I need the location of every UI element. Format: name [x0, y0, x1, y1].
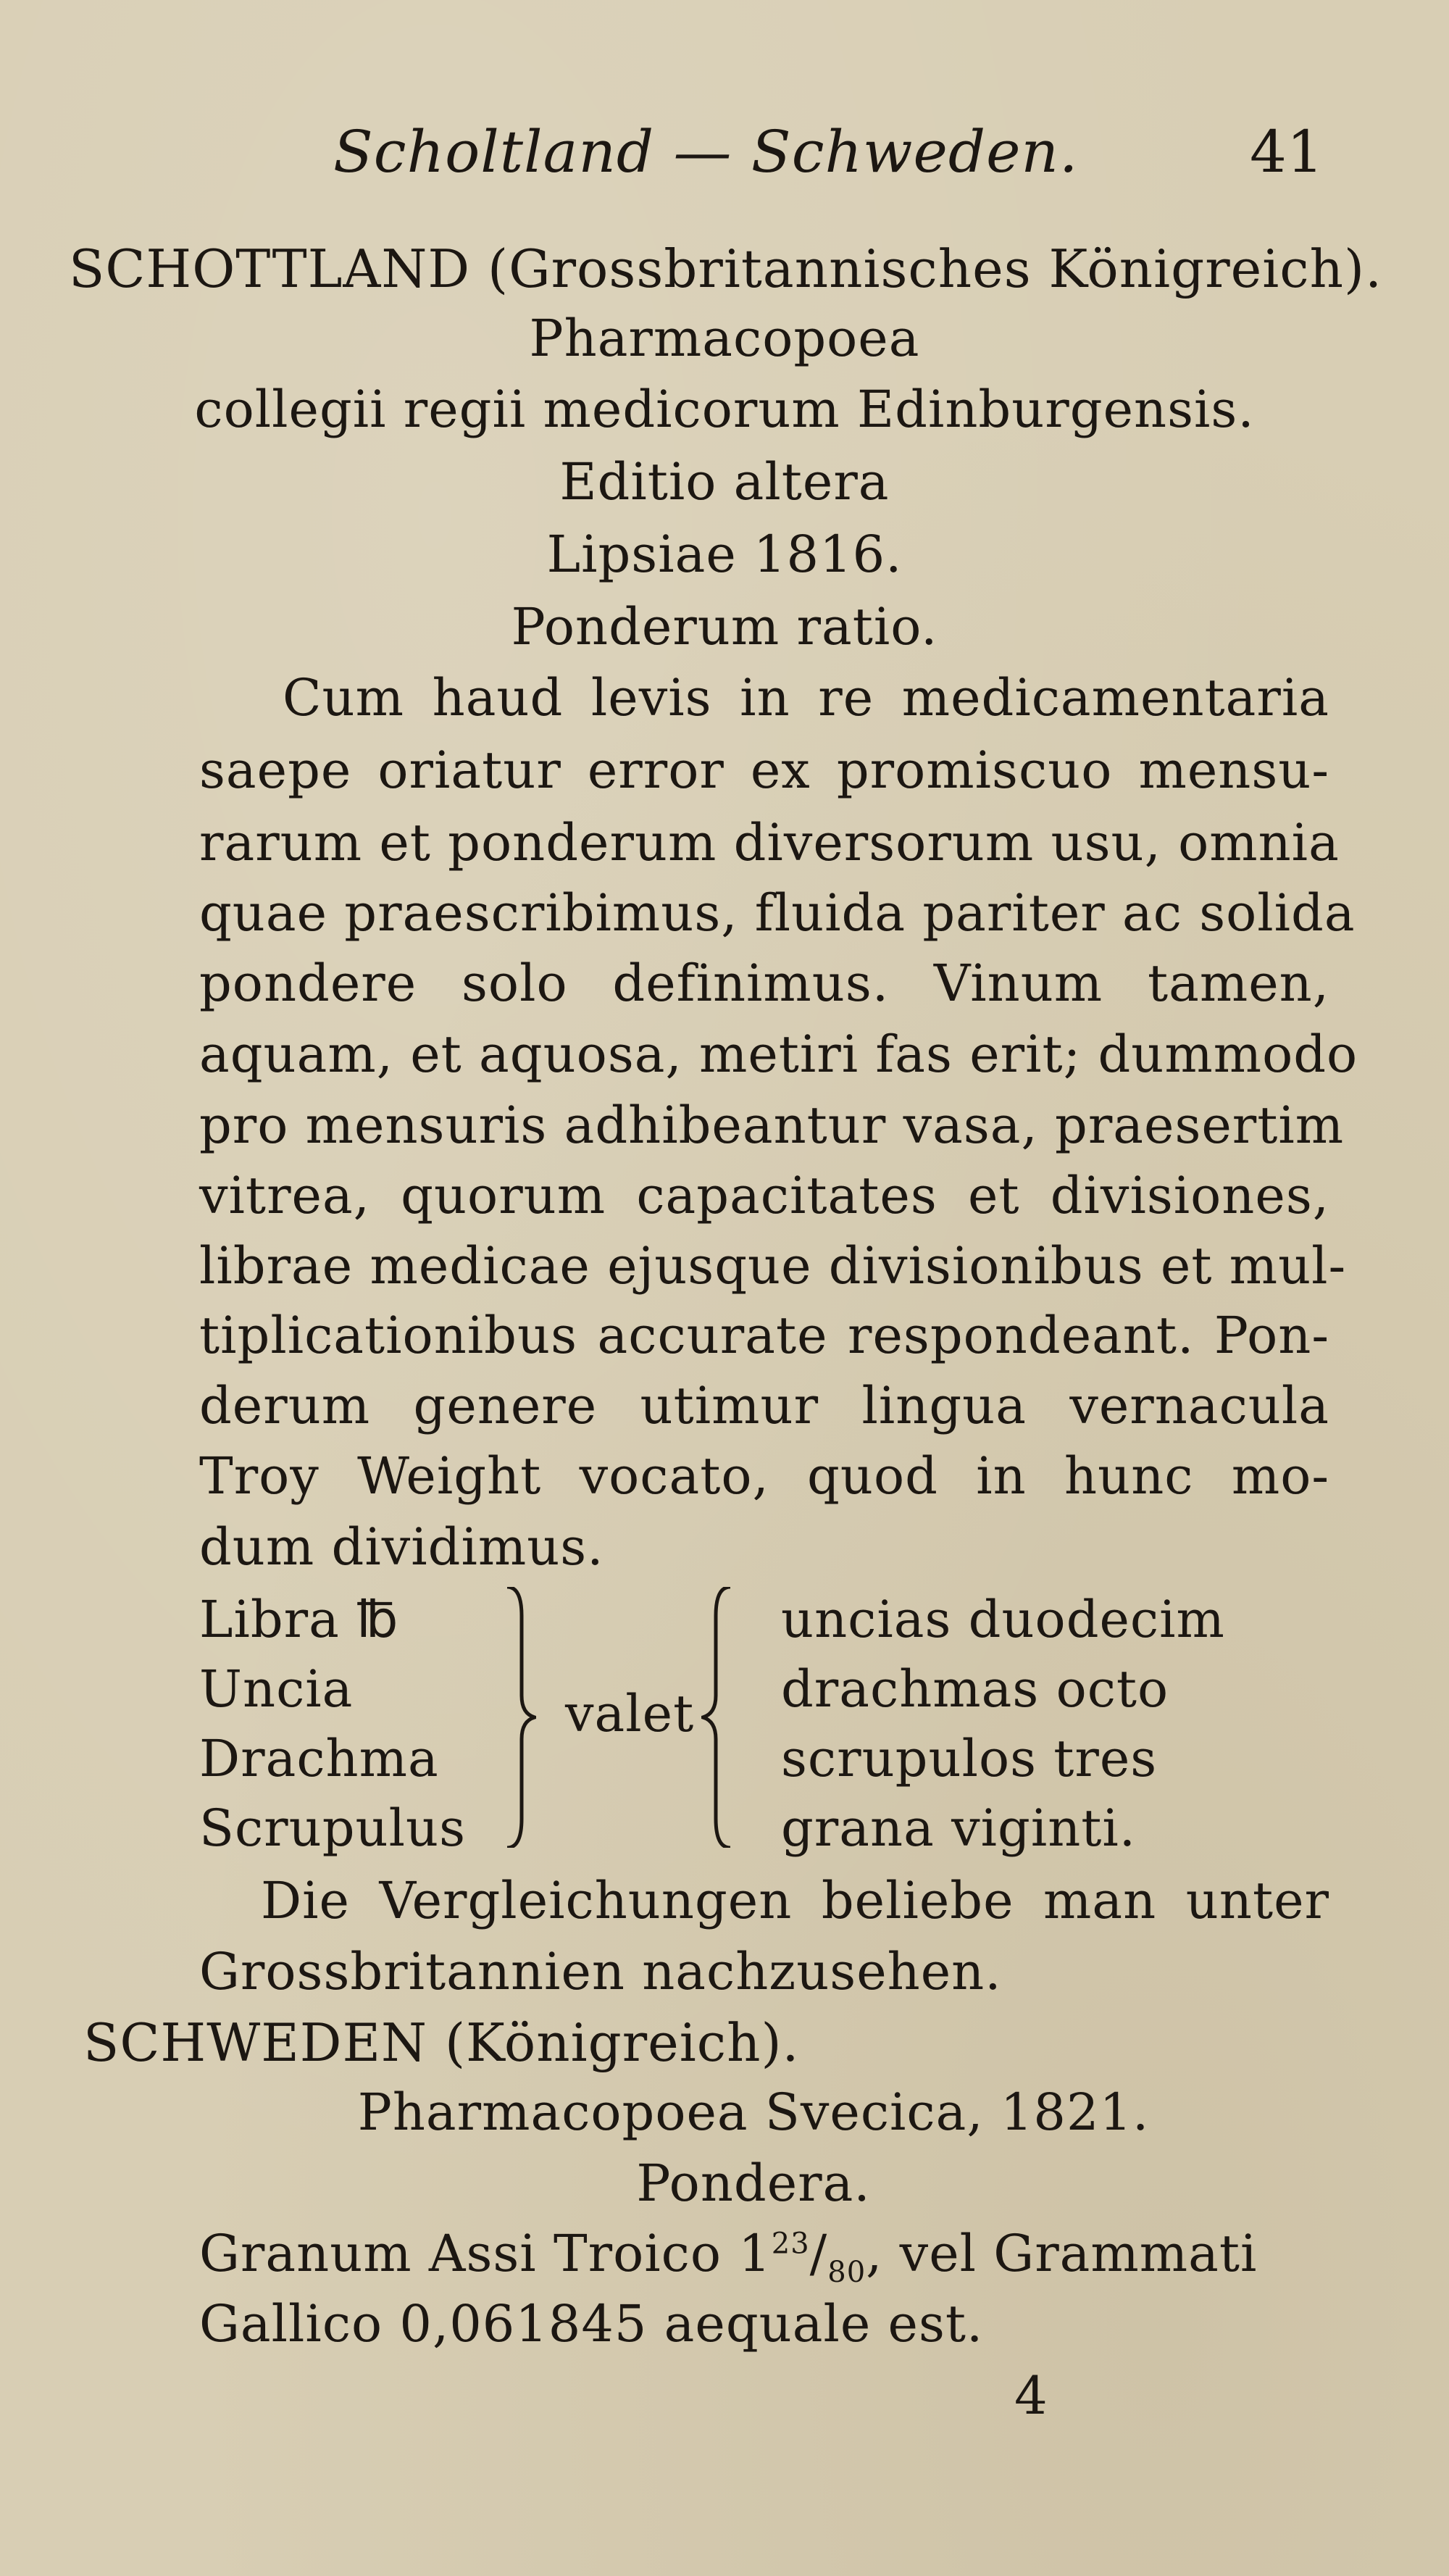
subtitle-line: Pondera.: [636, 2154, 871, 2213]
title-line: Pharmacopoea Svecica, 1821.: [357, 2083, 1150, 2142]
left-brace: [500, 1587, 536, 1848]
fraction-denominator: 80: [827, 2256, 867, 2289]
weight-equivalent: scrupulos tres: [781, 1729, 1158, 1788]
weight-unit: Uncia: [199, 1659, 354, 1719]
paragraph-line: dum dividimus.: [199, 1517, 604, 1577]
weight-equivalent: drachmas octo: [781, 1659, 1169, 1719]
text-fragment: Granum Assi Troico 1: [199, 2224, 772, 2283]
note-line: Die Vergleichungen beliebe man unter: [261, 1871, 1329, 1930]
section-heading-schweden: SCHWEDEN (Königreich).: [83, 2012, 800, 2073]
title-line: collegii regii medicorum Edinburgensis.: [194, 380, 1255, 439]
text-fragment: , vel Grammati: [866, 2224, 1258, 2283]
paragraph-line: librae medicae ejusque divisionibus et mul-: [199, 1236, 1347, 1296]
weight-unit: Libra ℔: [199, 1590, 399, 1649]
title-line: Editio altera: [559, 452, 890, 512]
title-line: Pharmacopoea: [529, 309, 920, 368]
note-line: Grossbritannien nachzusehen.: [199, 1942, 1002, 2001]
verb-valet: valet: [565, 1684, 695, 1743]
paragraph-line: quae praescribimus, fluida pariter ac solida: [199, 883, 1356, 943]
paragraph-line: rarum et ponderum diversorum usu, omnia: [199, 813, 1340, 872]
text-line: Gallico 0,061845 aequale est.: [199, 2294, 984, 2354]
weight-equivalent: grana viginti.: [781, 1798, 1137, 1858]
weight-unit: Scrupulus: [199, 1798, 466, 1858]
page-number: 41: [1250, 118, 1324, 186]
text-line: [199, 2224, 1258, 2289]
paragraph-line: Cum haud levis in re medicamentaria: [283, 668, 1329, 728]
paragraph-line: saepe oriatur error ex promiscuo mensu-: [199, 741, 1329, 800]
running-title: Scholtland — Schweden.: [333, 118, 1079, 186]
paragraph-line: aquam, et aquosa, metiri fas erit; dummodo: [199, 1025, 1358, 1084]
weight-equivalent: uncias duodecim: [781, 1590, 1225, 1649]
title-line: Ponderum ratio.: [511, 597, 938, 656]
right-brace: [701, 1587, 738, 1848]
section-heading-schottland: SCHOTTLAND (Grossbritannisches Königreich).: [69, 238, 1382, 299]
paragraph-line: tiplicationibus accurate respondeant. Pon-: [199, 1306, 1329, 1365]
paragraph-line: Troy Weight vocato, quod in hunc mo-: [199, 1446, 1329, 1506]
paragraph-line: derum genere utimur lingua vernacula: [199, 1376, 1329, 1435]
signature-mark: 4: [1014, 2365, 1048, 2426]
title-line: Lipsiae 1816.: [546, 525, 903, 584]
paragraph-line: vitrea, quorum capacitates et divisiones,: [199, 1166, 1329, 1225]
fraction-numerator: 23: [771, 2227, 810, 2261]
paragraph-line: pondere solo definimus. Vinum tamen,: [199, 954, 1329, 1013]
fraction-slash: /: [809, 2224, 828, 2283]
weight-unit: Drachma: [199, 1729, 439, 1788]
paragraph-line: pro mensuris adhibeantur vasa, praesertim: [199, 1096, 1345, 1155]
